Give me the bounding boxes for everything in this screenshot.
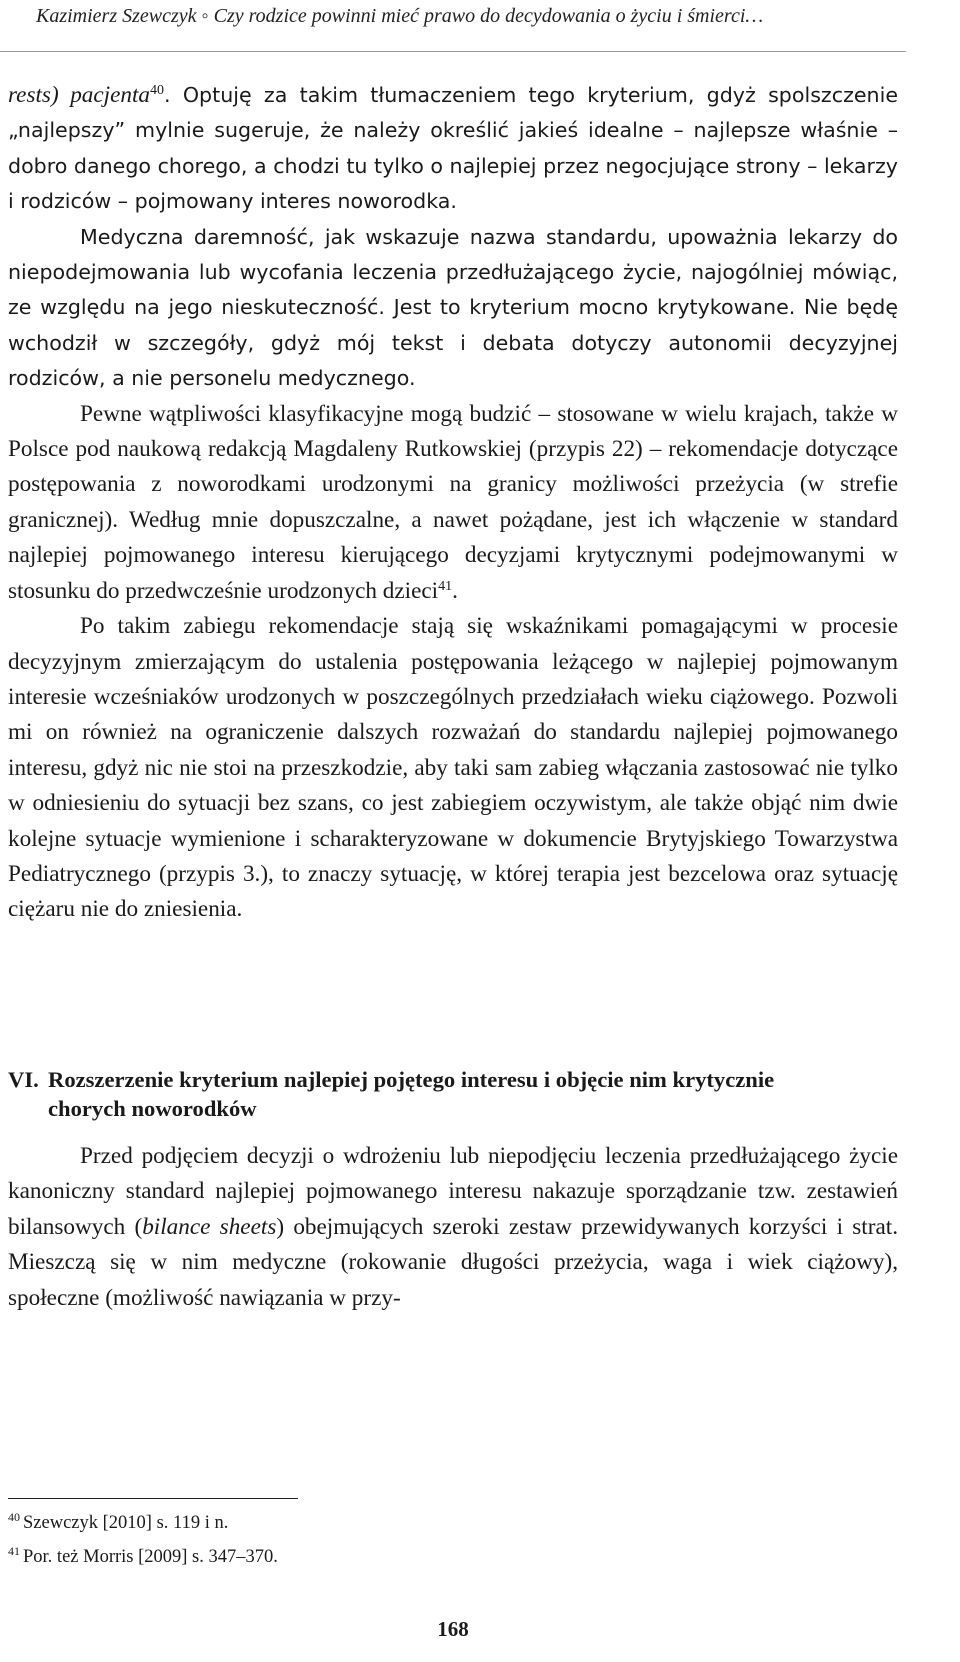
footnote-40-text: Szewczyk [2010] s. 119 i n.: [23, 1513, 229, 1533]
paragraph-1-start: rests) pacjenta: [8, 82, 151, 108]
paragraph-3-end: .: [452, 577, 458, 604]
footnote-41-text: Por. też Morris [2009] s. 347–370.: [23, 1547, 278, 1567]
section-text: [8, 1139, 898, 1316]
paragraph-3-text: Pewne wątpliwości klasyfikacyjne mogą budzić – stosowane w wielu krajach, także w Polsce pod naukową redakcją Magdaleny Rutkowskiej (przypis 22) – rekomendacje dotyczące postępowania z noworodkami urodzonymi na granicy możliwości przeżycia (w strefie granicznej). Według mnie dopuszczalne, a nawet pożądane, jest ich włączenie w standard najlepiej pojmowanego interesu kierującego decyzjami krytycznymi podejmowanymi w stosunku do przedwcześnie urodzonych dzieci: [8, 400, 898, 604]
paragraph-4: Po takim zabiegu rekomendacje stają się wskaźnikami pomagającymi w procesie decyzyjnym zmierzającym do ustalenia postępowania leżącego w najlepiej pojmowanym interesie wcześniaków urodzonych w poszczególnych przedziałach wieku ciążowego. Pozwoli mi on również na ograniczenie dalszych rozważań do standardu najlepiej pojmowanego interesu, gdyż nic nie stoi na przeszkodzie, aby taki sam zabieg włączania zastosować nie tylko w odniesieniu do sytuacji bez szans, co jest zabiegiem oczywistym, ale także objąć nim dwie kolejne sytuacje wymienione i scharakteryzowane w dokumencie Brytyjskiego Towarzystwa Pediatrycznego (przypis 3.), to znaczy sytuację, w której terapia jest bezcelowa oraz sytuację ciężaru nie do zniesienia.: [8, 613, 898, 923]
running-title: Kazimierz Szewczyk ◦ Czy rodzice powinni mieć prawo do decydowania o życiu i śmierci…: [36, 5, 764, 27]
section-number: VI.: [8, 1067, 39, 1092]
paragraph-5: [8, 1139, 898, 1316]
page-number: 168: [437, 1617, 469, 1641]
paragraph-3: [8, 397, 898, 609]
section-title-line-2: chorych noworodków: [48, 1096, 257, 1121]
footnote-41-number: 41: [8, 1544, 20, 1558]
paragraph-5-italic: bilance sheets: [142, 1213, 277, 1240]
footnote-ref-41[interactable]: 41: [438, 578, 453, 594]
footnote-41: [8, 1540, 898, 1574]
section-title-line-1: Rozszerzenie kryterium najlepiej pojętego interesu i objęcie nim krytycznie: [48, 1067, 775, 1092]
footnote-divider: [8, 1498, 298, 1499]
paragraph-5-before: Przed podjęciem decyzji o wdrożeniu lub niepodjęciu leczenia przedłużającego życie kanoniczny standard najlepiej pojmowanego interesu nakazuje sporządzanie tzw. zestawień bilansowych (: [8, 1143, 898, 1240]
footnote-40: [8, 1506, 898, 1540]
paragraph-5-after: ) obejmujących szeroki zestaw przewidywanych korzyści i strat. Mieszczą się w nim medyczne (rokowanie długości przeżycia, waga i wiek ciążowy), społeczne (możliwość nawiązania w przy-: [8, 1213, 899, 1311]
footnotes: [8, 1506, 898, 1574]
paragraph-2: Medyczna daremność, jak wskazuje nazwa standardu, upoważnia lekarzy do niepodejmowania lub wycofania leczenia przedłużającego życie, najogólniej mówiąc, ze względu na jego nieskuteczność. Jest to kryterium mocno krytykowane. Nie będę wchodził w szczegóły, gdyż mój tekst i debata dotyczy autonomii decyzyjnej rodziców, a nie personelu medycznego.: [8, 224, 898, 391]
paragraph-1-text: . Optuję za takim tłumaczeniem tego kryterium, gdyż spolszczenie „najlepszy” mylnie sugeruje, że należy określić jakieś idealne – najlepsze właśnie – dobro danego chorego, a chodzi tu tylko o najlepiej przez negocjujące strony – lekarzy i rodziców – pojmowany interes noworodka.: [8, 83, 898, 214]
main-text: [8, 78, 898, 928]
paragraph-1: [8, 78, 898, 220]
footnote-40-number: 40: [8, 1510, 20, 1524]
footnote-ref-40[interactable]: 40: [150, 83, 165, 98]
running-header: [0, 0, 906, 52]
section-heading: [8, 1065, 898, 1123]
